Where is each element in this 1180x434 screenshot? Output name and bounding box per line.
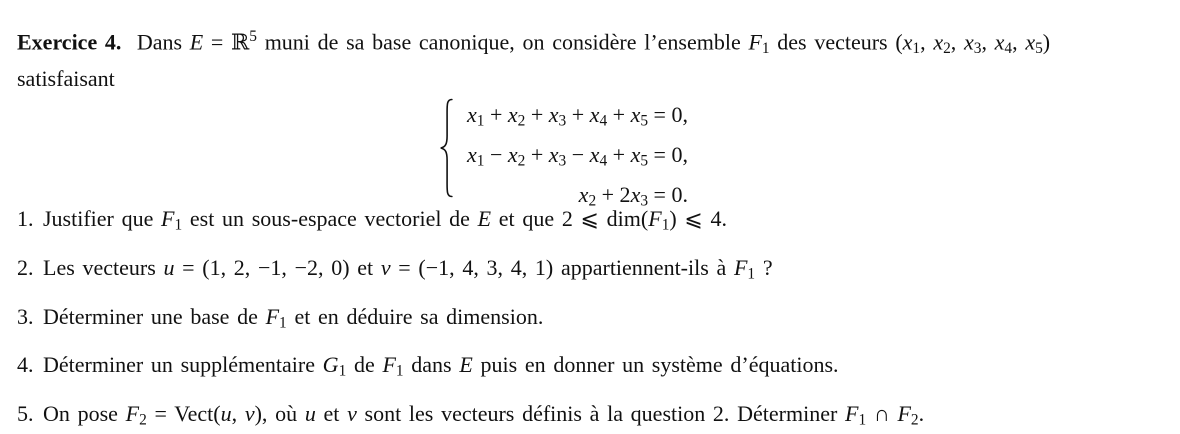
exercise-intro	[17, 22, 1166, 94]
equation-line-2: x1 − x2 + x3 − x4 + x5 = 0,	[467, 141, 688, 170]
question-text: On pose F2 = Vect(u, v), où u et v sont les vecteurs définis à la question 2. Déterminer F1 ∩ F2.	[43, 400, 925, 429]
equation-system	[437, 98, 1166, 210]
equation-line-3: x2 + 2x3 = 0.	[578, 181, 688, 210]
question-item-4	[17, 352, 1166, 385]
question-list	[17, 206, 1166, 433]
question-text: Les vecteurs u = (1, 2, −1, −2, 0) et v = (−1, 4, 3, 4, 1) appartiennent-ils à F1 ?	[43, 254, 773, 283]
equation-column	[454, 98, 688, 210]
left-brace-icon	[437, 98, 454, 198]
question-item-1	[17, 206, 1166, 239]
question-item-3	[17, 304, 1166, 337]
question-number: 3.	[17, 303, 34, 329]
question-number: 1.	[17, 206, 34, 232]
equation-line-1: x1 + x2 + x3 + x4 + x5 = 0,	[467, 102, 688, 130]
question-number: 2.	[17, 254, 34, 280]
intro-line-2: satisfaisant	[17, 66, 115, 92]
question-text: Justifier que F1 est un sous-espace vectoriel de E et que 2 ⩽ dim(F1) ⩽ 4.	[43, 206, 728, 234]
intro-line-1: Exercice 4. Dans E = ℝ$^5$ muni de sa base canonique, on considère l’ensemble F1 des vecteurs (x1, x2, x3, x4, x5)	[17, 28, 1051, 58]
question-number: 4.	[17, 352, 34, 378]
question-item-2	[17, 255, 1166, 288]
question-item-5	[17, 401, 1166, 434]
question-number: 5.	[17, 400, 34, 426]
question-text: Déterminer un supplémentaire G1 de F1 dans E puis en donner un système d’équations.	[43, 352, 839, 380]
question-text: Déterminer une base de F1 et en déduire sa dimension.	[43, 303, 544, 332]
